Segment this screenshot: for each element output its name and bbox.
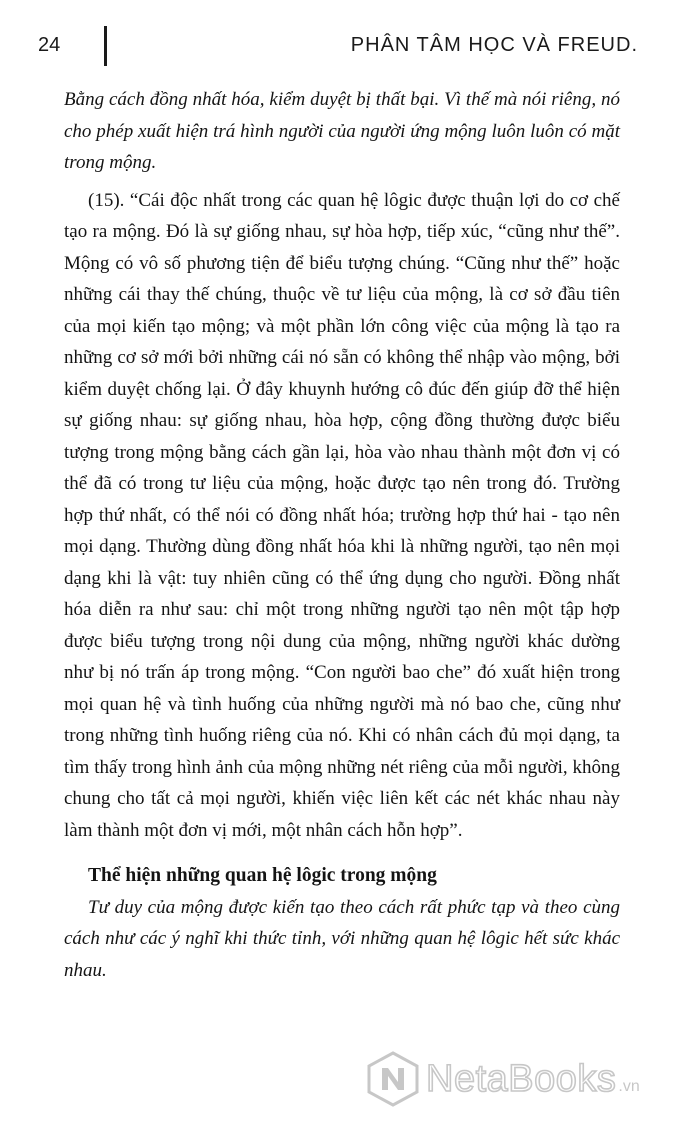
n-logo-icon <box>364 1050 422 1108</box>
quote-paragraph: (15). “Cái độc nhất trong các quan hệ lôgic được thuận lợi do cơ chế tạo ra mộng. Đó là sự giống nhau, sự hòa hợp, tiếp xúc, “cũng như thế”. Mộng có vô số phương tiện để biểu tượng chúng. “Cũng như thế” hoặc những cái thay thế chúng, thuộc về tư liệu của mộng, là cơ sở đầu tiên của mọi kiến tạo mộng; và một phần lớn công việc của mộng là tạo ra những cơ sở mới bởi những cái nó sẵn có không thể nhập vào mộng, bởi kiểm duyệt chống lại. Ở đây khuynh hướng cô đúc đến giúp đỡ thể hiện sự giống nhau: sự giống nhau, hòa hợp, cộng đồng thường được biểu tượng trong mộng bằng cách gần lại, hòa vào nhau thành một đơn vị có thể đã có trong tư liệu của mộng, hoặc được tạo nên trong đó. Trường hợp thứ nhất, có thể nói có đồng nhất hóa; trường hợp thứ hai - tạo nên mọi dạng. Thường dùng đồng nhất hóa khi là những người, tạo nên mọi dạng khi là vật: tuy nhiên cũng có thể ứng dụng cho người. Đồng nhất hóa diễn ra như sau: chỉ một trong những người tạo nên một tập hợp được biểu tượng trong nội dung của mộng, những người khác dường như bị nó trấn áp trong mộng. “Con người bao che” đó xuất hiện trong mọi quan hệ và tình huống của những người mà nó bao che, cũng như trong những tình huống riêng của nó. Khi có nhân cách đủ mọi dạng, ta tìm thấy trong hình ảnh của mộng những nét riêng của mỗi người, không chung cho tất cả mọi người, khiến việc liên kết các nét khác nhau này làm thành một đơn vị mới, một nhân cách hỗn hợp”. <box>64 189 620 841</box>
section-intro-paragraph: Tư duy của mộng được kiến tạo theo cách rất phức tạp và theo cùng cách như các ý nghĩ khi thức tỉnh, với những quan hệ lôgic hết sức khác nhau. <box>64 896 620 981</box>
page-number: 24 <box>38 34 61 56</box>
intro-paragraph: Bằng cách đồng nhất hóa, kiểm duyệt bị thất bại. Vì thế mà nói riêng, nó cho phép xuất hiện trá hình người của người ứng mộng luôn luôn có mặt trong mộng. <box>64 89 620 173</box>
section-heading: Thể hiện những quan hệ lôgic trong mộng <box>88 865 437 886</box>
page-body <box>64 84 620 986</box>
page-header <box>38 26 638 66</box>
running-title: PHÂN TÂM HỌC VÀ FREUD. <box>350 34 638 56</box>
publisher-watermark <box>364 1048 694 1110</box>
header-divider <box>104 26 107 66</box>
watermark-brand: NetaBooks <box>426 1058 617 1100</box>
watermark-suffix: .vn <box>618 1078 640 1095</box>
